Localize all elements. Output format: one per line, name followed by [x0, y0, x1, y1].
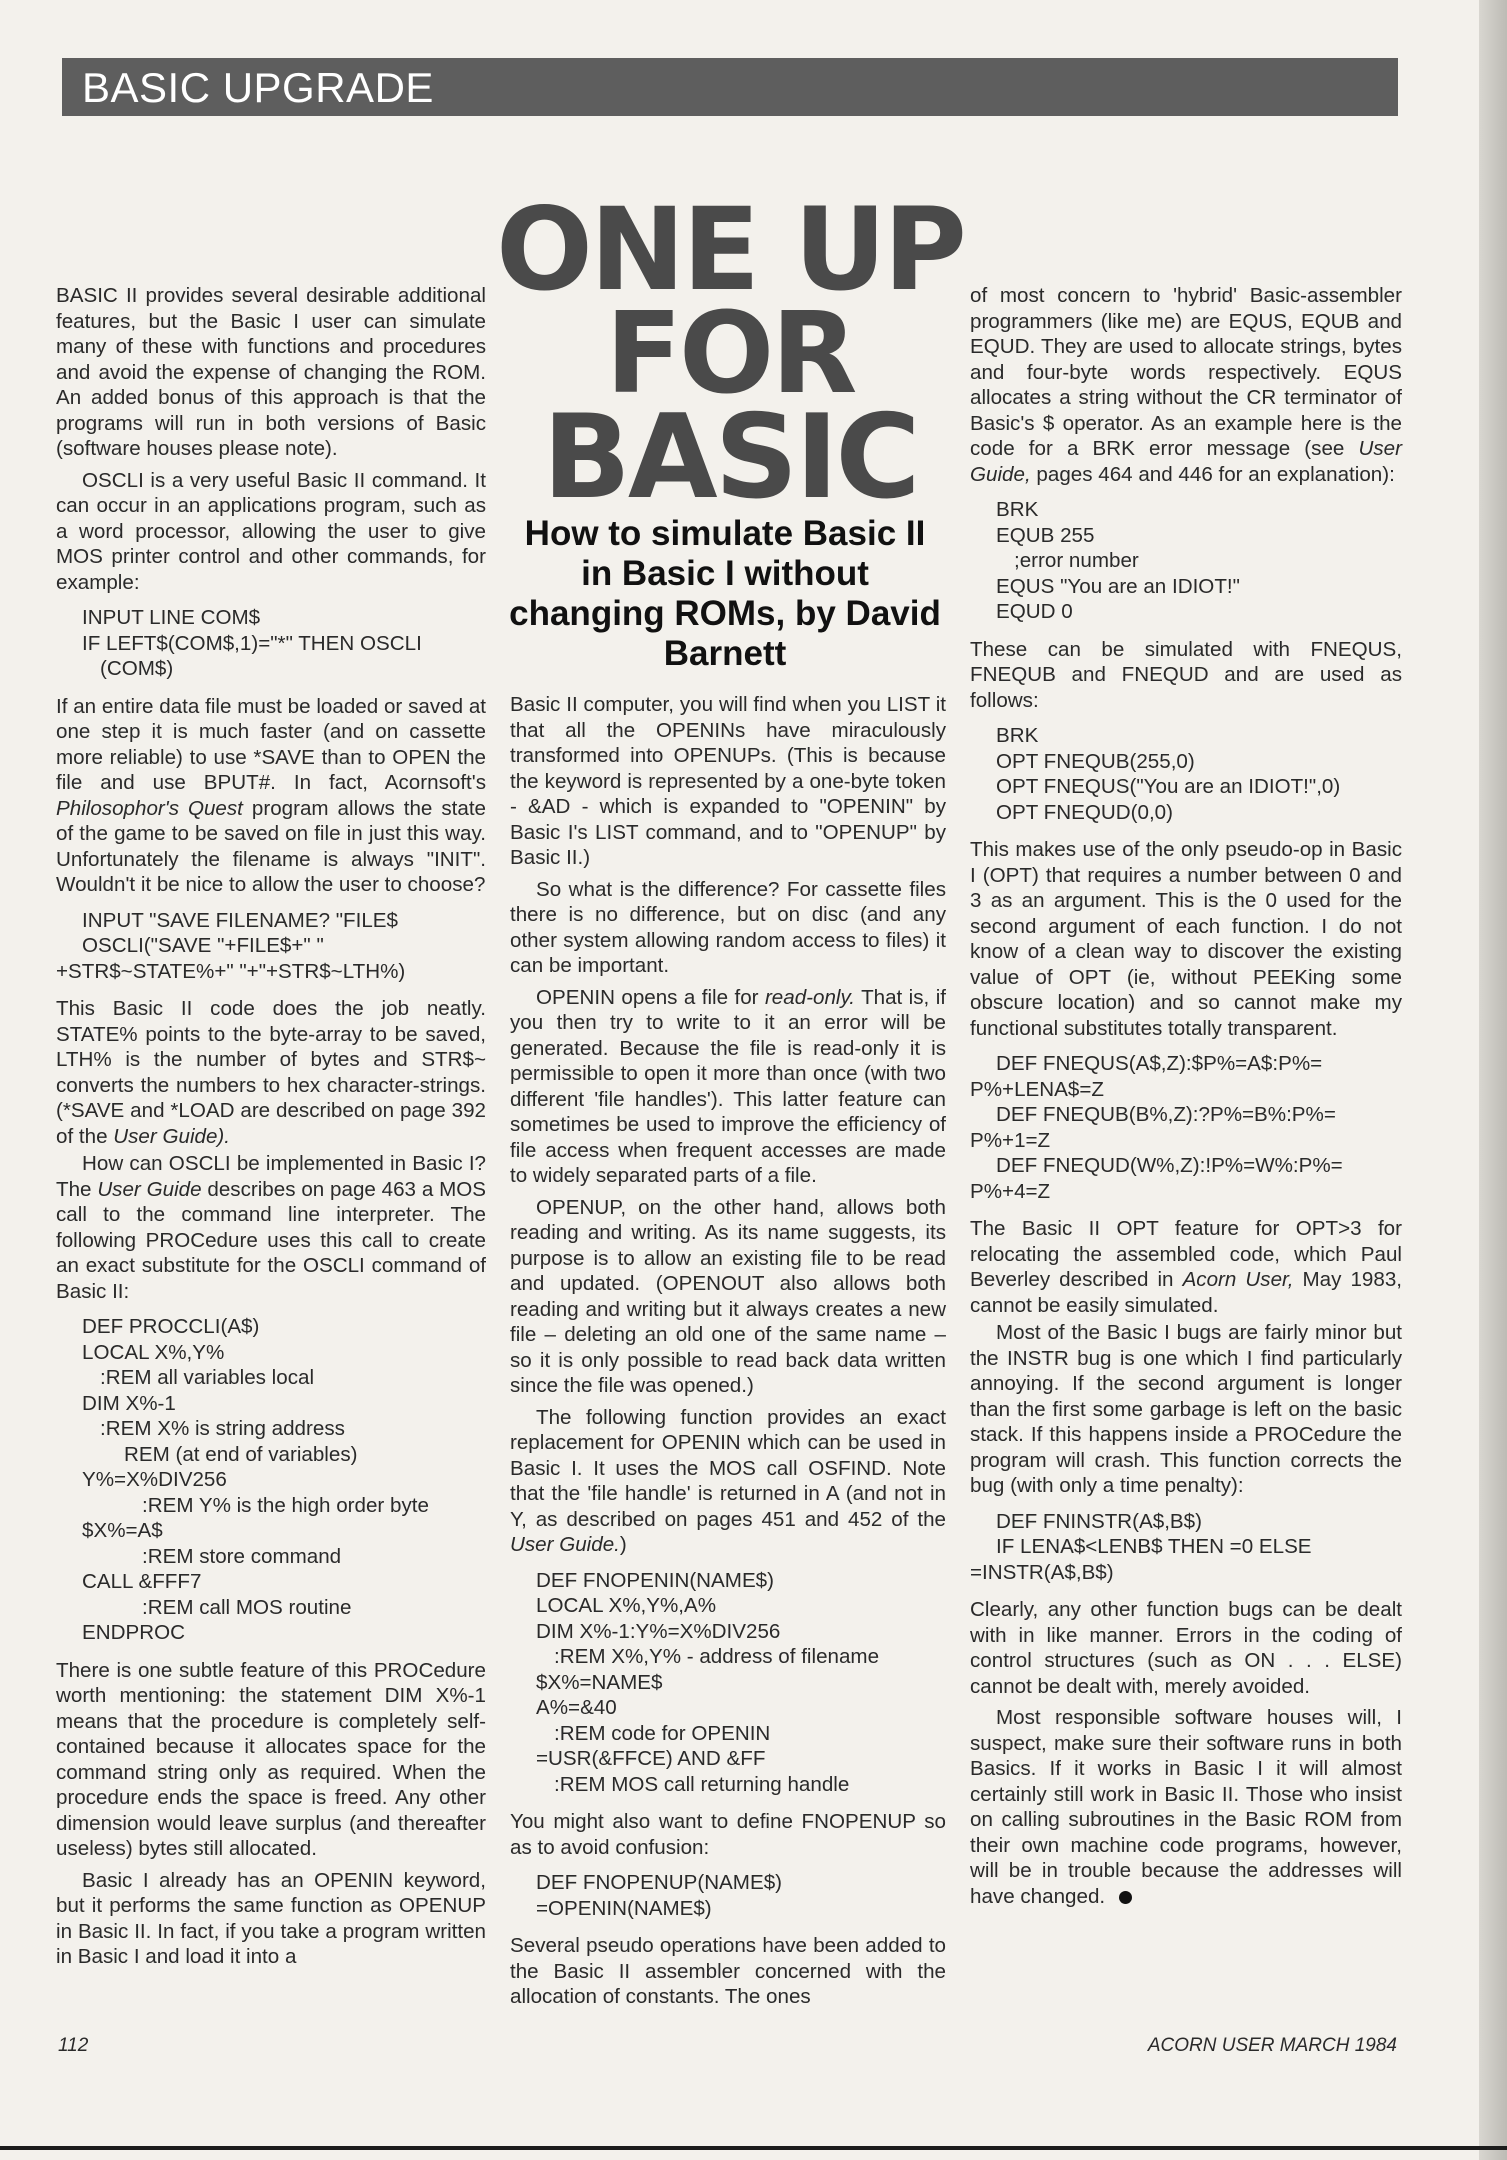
headline-line-1: ONE UP	[495, 183, 964, 316]
paragraph: BASIC II provides several desirable additional features, but the Basic I user can simulate many of these with functions and procedures and avoid the expense of changing the ROM. An added bonus of this approach is that the programs will run in both versions of Basic (software houses please note).	[56, 284, 486, 460]
code-line: DEF FNOPENUP(NAME$)	[536, 1871, 782, 1894]
paragraph: The Basic II OPT feature for OPT>3 for relocating the assembled code, which Paul Beverley described in Acorn User, May 1983, cannot be easily simulated.	[970, 1217, 1402, 1317]
code-line: :REM code for OPENIN	[554, 1721, 771, 1745]
code-line: IF LEFT$(COM$,1)="*" THEN OSCLI	[82, 631, 422, 655]
code-line: P%+LENA$=Z	[970, 1077, 1104, 1101]
code-line: :REM all variables local	[100, 1366, 315, 1389]
code-line: CALL &FFF7	[82, 1570, 202, 1593]
page-number: 112	[58, 2035, 89, 2056]
code-line: LOCAL X%,Y%,A%	[536, 1594, 717, 1617]
paragraph: These can be simulated with FNEQUS, FNEQUB and FNEQUD and are used as follows:	[970, 637, 1402, 712]
paragraph: of most concern to 'hybrid' Basic-assembler programmers (like me) are EQUS, EQUB and EQUD. They are used to allocate strings, bytes and four-byte words respectively. EQUS allocates a string without the CR terminator of Basic's $ operator. As an example here is the code for a BRK error message (see User Guide, pages 464 and 446 for an explanation):	[970, 284, 1402, 486]
paragraph: Clearly, any other function bugs can be dealt with in like manner. Errors in the coding of control structures (such as ON . . . ELSE) cannot be dealt with, merely avoided.	[970, 1598, 1402, 1698]
code-line: OPT FNEQUD(0,0)	[996, 800, 1173, 824]
code-line: Y%=X%DIV256	[82, 1468, 227, 1491]
code-line: =INSTR(A$,B$)	[970, 1560, 1114, 1584]
paragraph: You might also want to define FNOPENUP so as to avoid confusion:	[510, 1810, 946, 1859]
paragraph: OPENIN opens a file for read-only. That is, if you then try to write to it an error will be generated. Because the file is read-only it is permissible to open it more than once (with two different 'file handles'). This latter feature can sometimes be used to improve the efficiency of file access when frequent accesses are made to widely separated parts of a file.	[510, 985, 946, 1187]
code-line: INPUT LINE COM$	[82, 606, 261, 629]
code-line: :REM store command	[142, 1544, 342, 1568]
code-line: $X%=A$	[82, 1519, 163, 1542]
code-line: DEF FNINSTR(A$,B$)	[996, 1509, 1202, 1533]
code-line: DEF FNEQUD(W%,Z):!P%=W%:P%=	[996, 1154, 1343, 1177]
headline-line-2: FOR	[605, 289, 855, 419]
code-line: EQUD 0	[996, 600, 1073, 623]
code-line: EQUS "You are an IDIOT!"	[996, 574, 1240, 598]
code-line: BRK	[996, 724, 1039, 747]
paragraph: There is one subtle feature of this PROCedure worth mentioning: the statement DIM X%-1 means that the procedure is completely self-contained because it allocates space for the command string only as required. When the procedure ends the space is freed. Any other dimension would leave surplus (and thereafter useless) bytes still allocated.	[56, 1658, 486, 1860]
end-of-article-mark	[1119, 1891, 1132, 1904]
code-block	[996, 723, 1402, 825]
code-line: OPT FNEQUS("You are an IDIOT!",0)	[996, 775, 1341, 798]
paragraph: So what is the difference? For cassette files there is no difference, but on disc (and any other system allowing random access to files) it can be important.	[510, 877, 946, 977]
paragraph: This makes use of the only pseudo-op in Basic I (OPT) that requires a number between 0 and 3 as an argument. This is the 0 used for the second argument of each function. I do not know of a clean way to discover the existing value of OPT (ie, without PEEKing some obscure location) and so cannot make my functional substitutes totally transparent.	[970, 838, 1402, 1040]
code-line: DIM X%-1	[82, 1391, 176, 1415]
column-2	[510, 692, 946, 2016]
code-block	[996, 497, 1402, 625]
paragraph: If an entire data file must be loaded or saved at one step it is much faster (and on cassette more reliable) to use *SAVE than to OPEN the file and use BPUT#. In fact, Acornsoft's Philosophor's Quest program allows the state of the game to be saved on file in just this way. Unfortunately the filename is always "INIT". Wouldn't it be nice to allow the user to choose?	[56, 694, 486, 896]
paragraph: Basic I already has an OPENIN keyword, but it performs the same function as OPENUP in Basic II. In fact, if you take a program written in Basic I and load it into a	[56, 1868, 486, 1968]
code-line: DEF FNEQUB(B%,Z):?P%=B%:P%=	[996, 1103, 1336, 1126]
paragraph: Most of the Basic I bugs are fairly minor but the INSTR bug is one which I find particularly annoying. If the second argument is longer than the first some garbage is left on the basic stack. If this happens inside a PROCedure the program will crash. This function corrects the bug (with only a time penalty):	[970, 1321, 1402, 1497]
paragraph: Most responsible software houses will, I suspect, make sure their software runs in both Basics. If it works in Basic I it will almost certainly still work in Basic II. Those who insist on calling subroutines in the Basic ROM from their own machine code programs, however, will be in trouble because the addresses will have changed.	[970, 1706, 1402, 1908]
code-line: $X%=NAME$	[536, 1670, 663, 1694]
paragraph: Basic II computer, you will find when you LIST it that all the OPENINs have miraculously transformed into OPENUPs. (This is because the keyword is represented by a one-byte token - &AD - which is expanded to "OPENIN" by Basic I's LIST command, and to "OPENUP" by Basic II.)	[510, 693, 946, 869]
code-line: P%+4=Z	[970, 1179, 1051, 1203]
headline-line-3: BASIC	[542, 390, 918, 525]
paragraph: Several pseudo operations have been added to the Basic II assembler concerned with the allocation of constants. The ones	[510, 1934, 946, 2008]
code-line: :REM X%,Y% - address of filename	[554, 1645, 880, 1668]
code-line: A%=&40	[536, 1696, 617, 1719]
paragraph: OPENUP, on the other hand, allows both reading and writing. As its name suggests, its purpose is to allow an existing file to be read and updated. (OPENOUT also allows both reading and writing but it always creates a new file – deleting an old one of the same name – so it is only possible to read back data written since the file was opened.)	[510, 1195, 946, 1397]
code-line: +STR$~STATE%+" "+"+STR$~LTH%)	[56, 959, 406, 983]
code-block	[970, 1509, 1402, 1586]
code-line: INPUT "SAVE FILENAME? "FILE$	[82, 908, 398, 932]
code-line: EQUB 255	[996, 523, 1095, 547]
paragraph: OSCLI is a very useful Basic II command. It can occur in an applications program, such as a word processor, allowing the user to give MOS printer control and other commands, for example:	[56, 468, 486, 594]
code-block	[82, 1314, 486, 1646]
code-line: :REM MOS call returning handle	[554, 1772, 850, 1796]
code-line: ENDPROC	[82, 1621, 185, 1644]
paragraph: This Basic II code does the job neatly. STATE% points to the byte-array to be saved, LTH% is the number of bytes and STR$~ converts the numbers to hex character-strings. (*SAVE and *LOAD are described on page 392 of the User Guide).	[56, 997, 486, 1148]
code-line: DIM X%-1:Y%=X%DIV256	[536, 1619, 781, 1643]
code-line: P%+1=Z	[970, 1128, 1051, 1152]
code-line: OPT FNEQUB(255,0)	[996, 749, 1195, 773]
paragraph: The following function provides an exact replacement for OPENIN which can be used in Basic I. It uses the MOS call OSFIND. Note that the 'file handle' is returned in A (and not in Y, as described on pages 451 and 452 of the User Guide.)	[510, 1405, 946, 1556]
code-line: :REM Y% is the high order byte	[142, 1493, 429, 1517]
code-line: LOCAL X%,Y%	[82, 1340, 225, 1364]
code-block	[536, 1568, 946, 1798]
code-line: DEF PROCCLI(A$)	[82, 1315, 260, 1338]
paragraph: How can OSCLI be implemented in Basic I? The User Guide describes on page 463 a MOS call to the command line interpreter. The following PROCedure uses this call to create an exact substitute for the OSCLI command of Basic II:	[56, 1152, 486, 1303]
code-line: BRK	[996, 498, 1039, 521]
code-line: :REM call MOS routine	[142, 1595, 352, 1619]
code-line: =USR(&FFCE) AND &FF	[536, 1747, 766, 1770]
code-line: :REM X% is string address	[100, 1417, 345, 1440]
bottom-rule	[0, 2146, 1507, 2150]
code-line: ;error number	[1014, 549, 1139, 572]
section-banner	[62, 58, 1398, 116]
magazine-issue: ACORN USER MARCH 1984	[1147, 2035, 1397, 2056]
section-title: BASIC UPGRADE	[82, 64, 434, 111]
code-line: IF LENA$<LENB$ THEN =0 ELSE	[996, 1535, 1312, 1558]
subheading: How to simulate Basic II in Basic I without changing ROMs, by David Barnett	[509, 514, 941, 673]
code-block	[56, 908, 486, 985]
code-line: REM (at end of variables)	[124, 1442, 358, 1466]
code-block	[970, 1051, 1402, 1204]
code-line: =OPENIN(NAME$)	[536, 1896, 712, 1920]
column-1	[56, 283, 486, 1976]
code-line: DEF FNEQUS(A$,Z):$P%=A$:P%=	[996, 1052, 1323, 1075]
code-line: (COM$)	[100, 657, 174, 680]
column-3	[970, 283, 1402, 1915]
code-line: OSCLI("SAVE "+FILE$+" "	[82, 934, 324, 957]
code-line: DEF FNOPENIN(NAME$)	[536, 1568, 774, 1592]
headline	[480, 183, 980, 525]
code-block	[536, 1870, 946, 1921]
page-edge	[1479, 0, 1507, 2160]
code-block	[82, 605, 486, 682]
